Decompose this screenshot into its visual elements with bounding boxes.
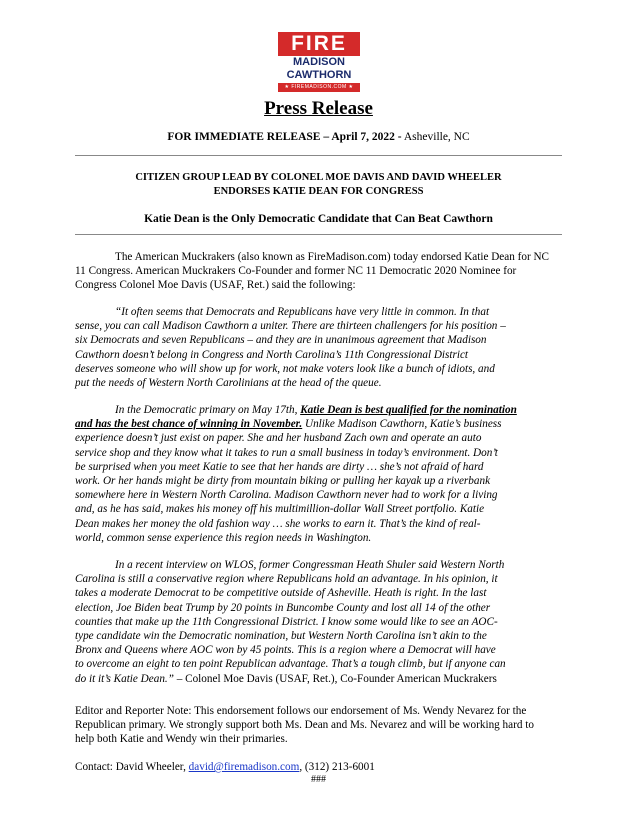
text-segment: Unlike Madison Cawthorn, Katie’s business — [302, 418, 502, 431]
text-line: takes a moderate Democrat to be competitive outside of Asheville. Heath is right. In the last — [75, 587, 487, 600]
headline-line: ENDORSES KATIE DEAN FOR CONGRESS — [213, 186, 424, 197]
text-line: In a recent interview on WLOS, former Congressman Heath Shuler said Western North — [115, 559, 505, 571]
contact-line — [75, 760, 375, 774]
release-line — [0, 130, 637, 144]
text-segment: do it it’s Katie Dean.” — [75, 672, 174, 685]
logo-url-text: ★ FIREMADISON.COM ★ — [278, 83, 360, 92]
logo-madison-text: MADISON — [293, 56, 345, 68]
headline-line: CITIZEN GROUP LEAD BY COLONEL MOE DAVIS AND DAVID WHEELER — [135, 172, 502, 183]
text-line: and, as he has said, makes his money off his multimillion-dollar Wall Street portfolio. Katie — [75, 503, 485, 516]
release-location: Asheville, NC — [403, 131, 470, 143]
contact-label: Contact: David Wheeler, — [75, 761, 189, 773]
quote-paragraph-1 — [75, 305, 563, 390]
emphasis-text: and has the best chance of winning in November. — [75, 418, 303, 431]
text-line: be surprised when you meet Katie to see that her hands are dirty … she’s not afraid of hard — [75, 460, 484, 473]
contact-phone: , (312) 213-6001 — [299, 761, 375, 773]
text-line: put the needs of Western North Carolinians at the head of the queue. — [75, 377, 382, 390]
divider-top — [75, 155, 562, 156]
text-line: The American Muckrakers (also known as FireMadison.com) today endorsed Katie Dean for NC — [115, 251, 550, 263]
intro-paragraph — [75, 250, 563, 293]
logo-cawthorn-text: CAWTHORN — [286, 69, 352, 81]
subheadline: Katie Dean is the Only Democratic Candidate that Can Beat Cawthorn — [144, 213, 493, 225]
end-mark: ### — [311, 774, 326, 785]
text-line: type candidate win the Democratic nomination, but Western North Carolina isn’t akin to the — [75, 630, 487, 643]
divider-bottom — [75, 234, 562, 235]
text-line: experience doesn’t just exist on paper. She and her husband Zach own and operate an auto — [75, 432, 482, 445]
fire-madison-cawthorn-logo — [278, 32, 360, 94]
emphasis-text: Katie Dean is best qualified for the nomination — [300, 404, 517, 416]
text-line: election, Joe Biden beat Trump by 20 points in Buncombe County and lost all 14 of the other — [75, 601, 491, 614]
contact-email-link[interactable]: david@firemadison.com — [188, 761, 300, 773]
text-line: service shop and they know what it takes to run a small business in today’s environment. Don’t — [75, 446, 498, 459]
text-line: Editor and Reporter Note: This endorsement follows our endorsement of Ms. Wendy Nevarez for the — [75, 705, 527, 717]
release-label: FOR IMMEDIATE RELEASE – April 7, 2022 - — [167, 131, 402, 143]
text-line: 11 Congress. American Muckrakers Co-Founder and former NC 11 Democratic 2020 Nominee for — [75, 265, 517, 278]
text-line: work. Or her hands might be dirty from mountain biking or pulling her kayak up a riverbank — [75, 475, 491, 488]
text-line: counties that make up the 11th Congressional District. I know some would like to see an AOC- — [75, 615, 498, 628]
text-line: six Democrats and seven Republicans – and they are in unanimous agreement that Madison — [75, 334, 487, 347]
page-title: Press Release — [264, 98, 373, 119]
text-line: “It often seems that Democrats and Republicans have very little in common. In that — [115, 306, 490, 318]
text-line: world, common sense experience this region needs in Washington. — [75, 531, 372, 544]
quote-paragraph-2 — [75, 403, 563, 545]
text-line: sense, you can call Madison Cawthorn a uniter. There are thirteen challengers for his position – — [75, 320, 506, 333]
text-line — [75, 672, 563, 686]
quote-paragraph-3 — [75, 558, 563, 686]
text-segment: In the Democratic primary on May 17th, — [115, 404, 301, 416]
text-line — [75, 417, 563, 431]
text-line: Bronx and Queens where AOC won by 45 points. This is a region where a Democrat will have — [75, 644, 496, 657]
text-line: Republican primary. We strongly support both Ms. Dean and Ms. Nevarez and will be working hard to — [75, 719, 534, 732]
attribution: – Colonel Moe Davis (USAF, Ret.), Co-Founder American Muckrakers — [173, 672, 497, 685]
logo-fire-text: FIRE — [278, 32, 360, 56]
text-line: deserves someone who will show up for work, not make voters look like a bunch of idiots, and — [75, 362, 495, 375]
editor-note — [75, 704, 563, 747]
text-line: Cawthorn doesn’t belong in Congress and North Carolina’s 11th Congressional District — [75, 348, 469, 361]
text-line: somewhere here in Western North Carolina. Madison Cawthorn never had to work for a living — [75, 489, 498, 502]
text-line: Congress Colonel Moe Davis (USAF, Ret.) said the following: — [75, 279, 356, 292]
text-line: Carolina is still a conservative region where Republicans hold an advantage. In his opinion, it — [75, 573, 498, 586]
text-line: Dean makes her money the old fashion way … she works to earn it. That’s the kind of real- — [75, 517, 481, 530]
text-line — [75, 403, 563, 417]
text-line: to overcome an eight to ten point Republican advantage. That’s a tough climb, but if anyone can — [75, 658, 506, 671]
headline — [75, 171, 562, 199]
text-line: help both Katie and Wendy win their primaries. — [75, 733, 288, 746]
